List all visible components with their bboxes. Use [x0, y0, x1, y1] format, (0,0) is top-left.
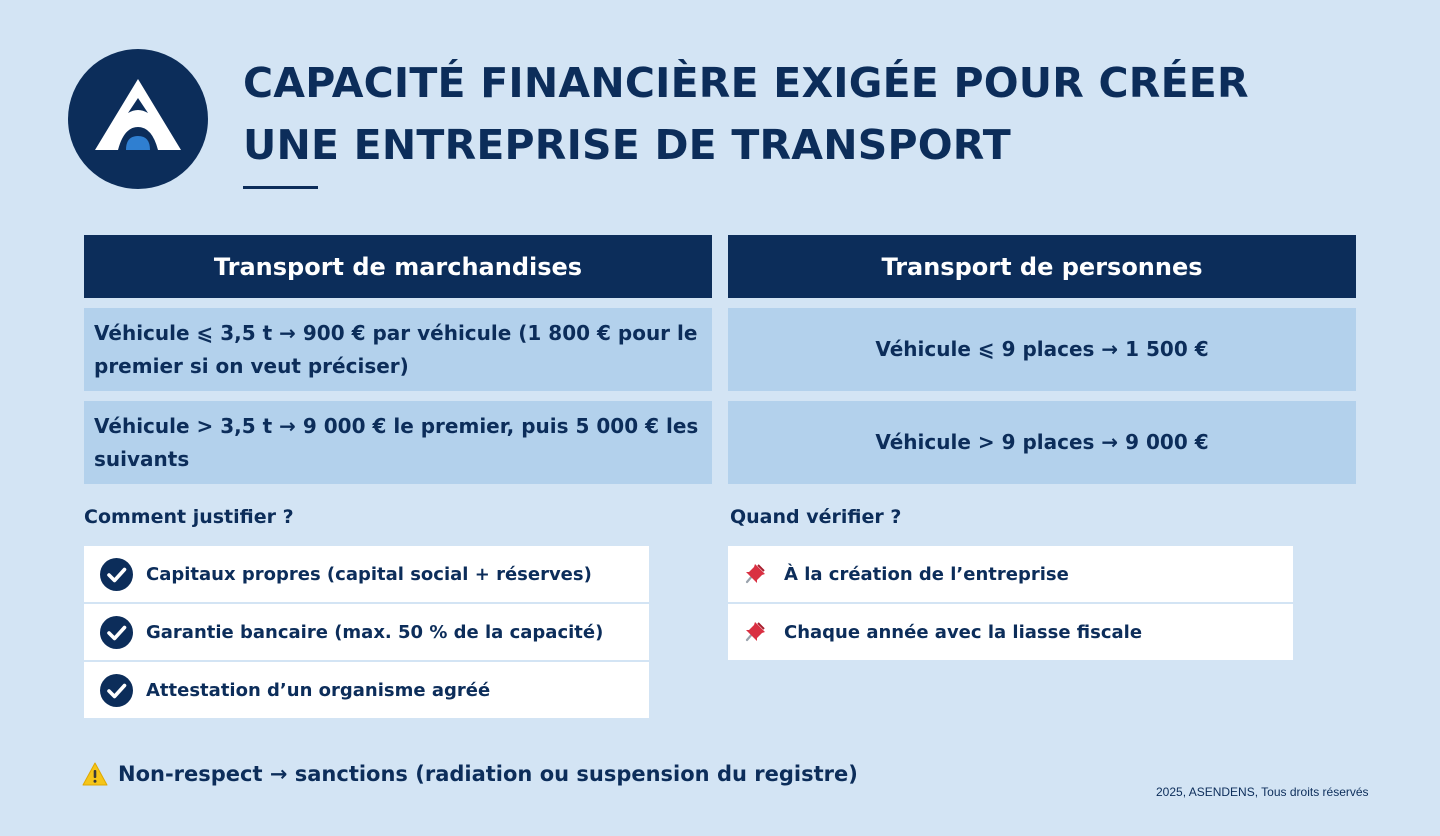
goods-row-light-vehicle-text: Véhicule ⩽ 3,5 t → 900 € par véhicule (1 800 € pour le premier si on veut préciser): [94, 320, 698, 378]
verify-item-label: Chaque année avec la liasse fiscale: [784, 621, 1143, 643]
justify-item-label: Garantie bancaire (max. 50 % de la capacité): [146, 621, 604, 643]
passenger-row-small-vehicle-text: Véhicule ⩽ 9 places → 1 500 €: [875, 337, 1209, 361]
check-circle-icon: [100, 558, 133, 591]
verify-section-title: Quand vérifier ?: [730, 506, 902, 528]
passenger-row-large-vehicle: [728, 401, 1356, 484]
passenger-transport-header: Transport de personnes: [728, 235, 1356, 298]
verify-item: [728, 604, 1293, 660]
justify-item: [84, 604, 649, 660]
verify-item: [728, 546, 1293, 602]
justify-item-label: Capitaux propres (capital social + réserves): [146, 563, 592, 585]
brand-logo: [68, 49, 208, 189]
check-circle-icon: [100, 674, 133, 707]
passenger-row-small-vehicle: [728, 308, 1356, 391]
sanctions-warning-text: Non-respect → sanctions (radiation ou suspension du registre): [118, 762, 858, 786]
justify-section-title: Comment justifier ?: [84, 506, 294, 528]
page-title-line-1: CAPACITÉ FINANCIÈRE EXIGÉE POUR CRÉER: [243, 59, 1249, 107]
pushpin-icon: [742, 561, 768, 587]
goods-row-heavy-vehicle-text: Véhicule > 3,5 t → 9 000 € le premier, puis 5 000 € les suivants: [94, 413, 699, 471]
verify-item-label: À la création de l’entreprise: [784, 563, 1069, 585]
goods-transport-header: Transport de marchandises: [84, 235, 712, 298]
copyright-notice: 2025, ASENDENS, Tous droits réservés: [1156, 785, 1369, 799]
title-underline: [243, 186, 318, 189]
warning-icon: [82, 762, 108, 786]
sanctions-warning: [82, 762, 858, 786]
passenger-row-large-vehicle-text: Véhicule > 9 places → 9 000 €: [875, 430, 1209, 454]
justify-item-label: Attestation d’un organisme agréé: [146, 679, 491, 701]
check-circle-icon: [100, 616, 133, 649]
goods-row-light-vehicle: [84, 308, 712, 391]
page-title-line-2: UNE ENTREPRISE DE TRANSPORT: [243, 121, 1011, 169]
pushpin-icon: [742, 619, 768, 645]
page-title: [243, 52, 1343, 176]
arch-logo-icon: [68, 49, 208, 189]
justify-item: [84, 546, 649, 602]
goods-row-heavy-vehicle: [84, 401, 712, 484]
justify-item: [84, 662, 649, 718]
